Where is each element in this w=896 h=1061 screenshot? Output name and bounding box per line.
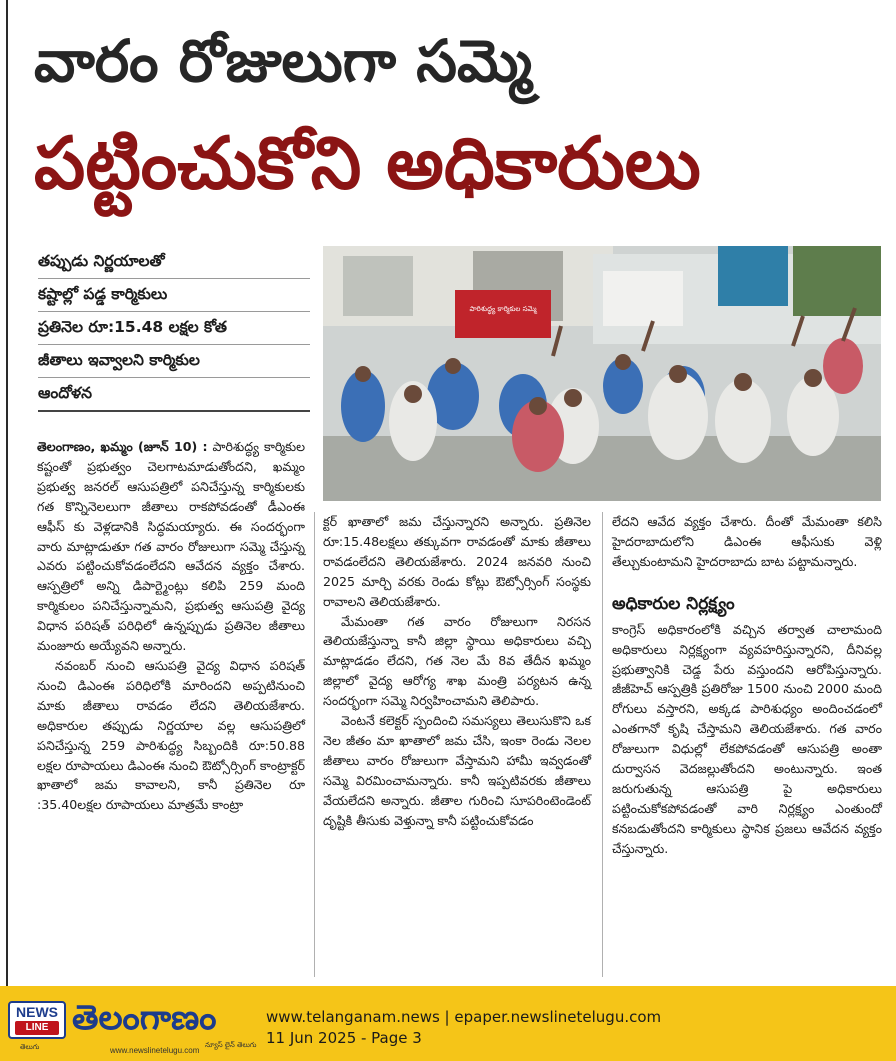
article-paragraph <box>37 437 305 656</box>
column-divider <box>602 512 603 977</box>
footer-urls[interactable]: www.telanganam.news | epaper.newslinetelugu.com <box>266 1008 662 1026</box>
headline-line-1: వారం రోజులుగా సమ్మె <box>34 27 533 95</box>
protest-photo-illustration <box>323 246 881 501</box>
paragraph-text: పారిశుద్ధ్య కార్మికుల కష్టంతో ప్రభుత్వం చెలగాటమాడుతోందని, ఖమ్మం ప్రభుత్వ జనరల్ ఆసుపత్రిలో పనిచేస్తున్న కార్మికులకు గత కొన్నినెలలుగా జీతాలు రాకపోవడంతో డీఎంఈ ఆఫీస్ కు వెళ్లడానికి సిద్ధమయ్యారు. ఈ సందర్భంగా వారు మాట్లాడుతూ గత వారం రోజులుగా సమ్మె చేస్తున్న ఎవరు పట్టించుకోవడంలేదని ఆవేదన వ్యక్తం చేశారు. ఆస్పత్రిలో అన్ని డిపార్ట్మెంట్లు కలిపి 259 మంది కార్మికులం పనిచేస్తున్నామని, ప్రభుత్వ ఆసుపత్రి వైద్య విధాన పరిషత్ పరిధిలో ఉన్నప్పుడు ప్రతినెల జీతాలు మంజూరు అయ్యేవని అన్నారు. <box>37 439 305 654</box>
banner-text: పారిశుద్ధ్య కార్మికుల సమ్మె <box>469 305 537 313</box>
telanganam-brand[interactable]: తెలంగాణం <box>72 998 217 1038</box>
article-paragraph: నవంబర్ నుంచి ఆసుపత్రి వైద్య విధాన పరిషత్ నుంచి డిఎంఈ పరిధిలోకి మారిందని అప్పటినుంచి మాకు జీతాలు రావడం లేదని తెలియజేశారు. అధికారుల తప్పుడు నిర్ణయాల వల్ల ఆసుపత్రిలో పనిచేస్తున్న 259 పారిశుద్ధ్య సిబ్బందికి రూ:50.88 లక్షల రూపాయలు డిఎంఈ నుంచి ఔట్సోర్సింగ్ కాంట్రాక్టర్ ఖాతాలో జమ కావాలని, కానీ ప్రతినెల రూ :35.40లక్షల రూపాయలు మాత్రమే కాంట్రా <box>37 657 305 813</box>
highlight-item: జీతాలు ఇవ్వాలని కార్మికుల <box>38 345 310 378</box>
column-divider <box>314 512 315 977</box>
dateline: తెలంగాణం, ఖమ్మం (జూన్ 10) : <box>37 439 208 454</box>
footer-date-page: 11 Jun 2025 - Page 3 <box>266 1029 422 1047</box>
article-paragraph: కాంగ్రెస్ అధికారంలోకి వచ్చిన తర్వాత చాలామంది అధికారులు నిర్లక్ష్యంగా వ్యవహరిస్తున్నారని, దీనివల్ల ప్రభుత్వానికి చెడ్డ పేరు వస్తుందని ఆరోపిస్తున్నారు. జీజీహెచ్ ఆస్పత్రికి ప్రతిరోజు 1500 నుంచి 2000 మంది రోగులు వస్తారని, అక్కడ పారిశుధ్యం అందించడంలో ఎంతగానో కృషి చేస్తామని తెలియజేశారు. గత వారం రోజులుగా విధుల్లో లేకపోవడంతో ఆసుపత్రి అంతా దుర్వాసన వెదజల్లుతోందని అంటున్నారు. ఇంత జరుగుతున్న ఆసుపత్రి పై అధికారులు పట్టించుకోకపోవడంతో వారి నిర్లక్ష్యం ఎంతుందో కనబడుతోందని కార్మికులు స్థానిక ప్రజలు ఆవేదన వ్యక్తం చేస్తున్నారు. <box>612 621 882 856</box>
article-paragraph: క్టర్ ఖాతాలో జమ చేస్తున్నారని అన్నారు. ప్రతినెల రూ:15.48లక్షలు తక్కువగా రావడంతో మాకు జీతాలు రావడంలేదని తెలియజేశారు. 2024 జనవరి నుంచి 2025 మార్చి వరకు రెండు కోట్లు ఔట్సోర్సింగ్ సంస్థకు రావాలని తెలియజేశారు. <box>323 514 591 609</box>
highlight-item: కష్టాల్లో పడ్డ కార్మికులు <box>38 279 310 312</box>
highlight-item: ఆందోళన <box>38 378 310 412</box>
logo-news-text: NEWS <box>16 1004 58 1020</box>
article-paragraph: వెంటనే కలెక్టర్ స్పందించి సమస్యలు తెలుసుకొని ఒక నెల జీతం మా ఖాతాలో జమ చేసి, ఇంకా రెండు నెలల జీతాలు వారం రోజులుగా వేస్తామని హామీ ఇవ్వడంతో సమ్మె విరమించామన్నారు. కానీ ఇప్పటివరకు జీతాలు వేయలేదని అన్నారు. జీతాల గురించి సూపరింటెండెంట్ దృష్టికి తీసుకు వెళ్తున్నా కానీ పట్టించుకోవడం <box>323 713 591 828</box>
article-column-2 <box>323 512 591 831</box>
highlights-box <box>38 246 310 412</box>
headline-line-2: పట్టించుకోని అధికారులు <box>34 121 701 205</box>
brand-tagline: న్యూస్ లైన్ తెలుగు <box>205 1041 257 1049</box>
footer-bar <box>0 986 896 1061</box>
article-paragraph: లేదని ఆవేద వ్యక్తం చేశారు. దీంతో మేమంతా కలిసి హైదరాబాదులోని డిఎంఈ ఆఫీసుకు వెళ్లి తేల్చుకుంటామని హైదరాబాదు బాట పట్టామన్నారు. <box>612 514 882 569</box>
section-subhead: అధికారుల నిర్లక్ష్యం <box>612 593 735 614</box>
protest-photo <box>323 246 881 501</box>
logo-line-text: LINE <box>15 1021 59 1035</box>
article-column-3 <box>612 512 882 859</box>
article-paragraph: మేమంతా గత వారం రోజులుగా నిరసన తెలియజేస్తున్నా కానీ జిల్లా స్థాయి అధికారులు వచ్చి మాట్లాడడం లేదని, గత నెల మే 8వ తేదీన ఖమ్మం జిల్లాలో వైద్య ఆరోగ్య శాఖ మంత్రి పర్యటన ఉన్న సందర్భంగా సమ్మె నిర్వహించామని తెలిపారు. <box>323 613 591 709</box>
newsline-logo[interactable] <box>8 1001 66 1039</box>
highlight-item: తప్పుడు నిర్ణయాలతో <box>38 246 310 279</box>
article-column-1 <box>37 437 305 815</box>
logo-telugu-text: తెలుగు <box>20 1043 40 1051</box>
brand-site[interactable]: www.newslinetelugu.com <box>110 1046 200 1055</box>
highlight-item: ప్రతినెల రూ:15.48 లక్షల కోత <box>38 312 310 345</box>
left-margin-rule <box>6 0 8 986</box>
